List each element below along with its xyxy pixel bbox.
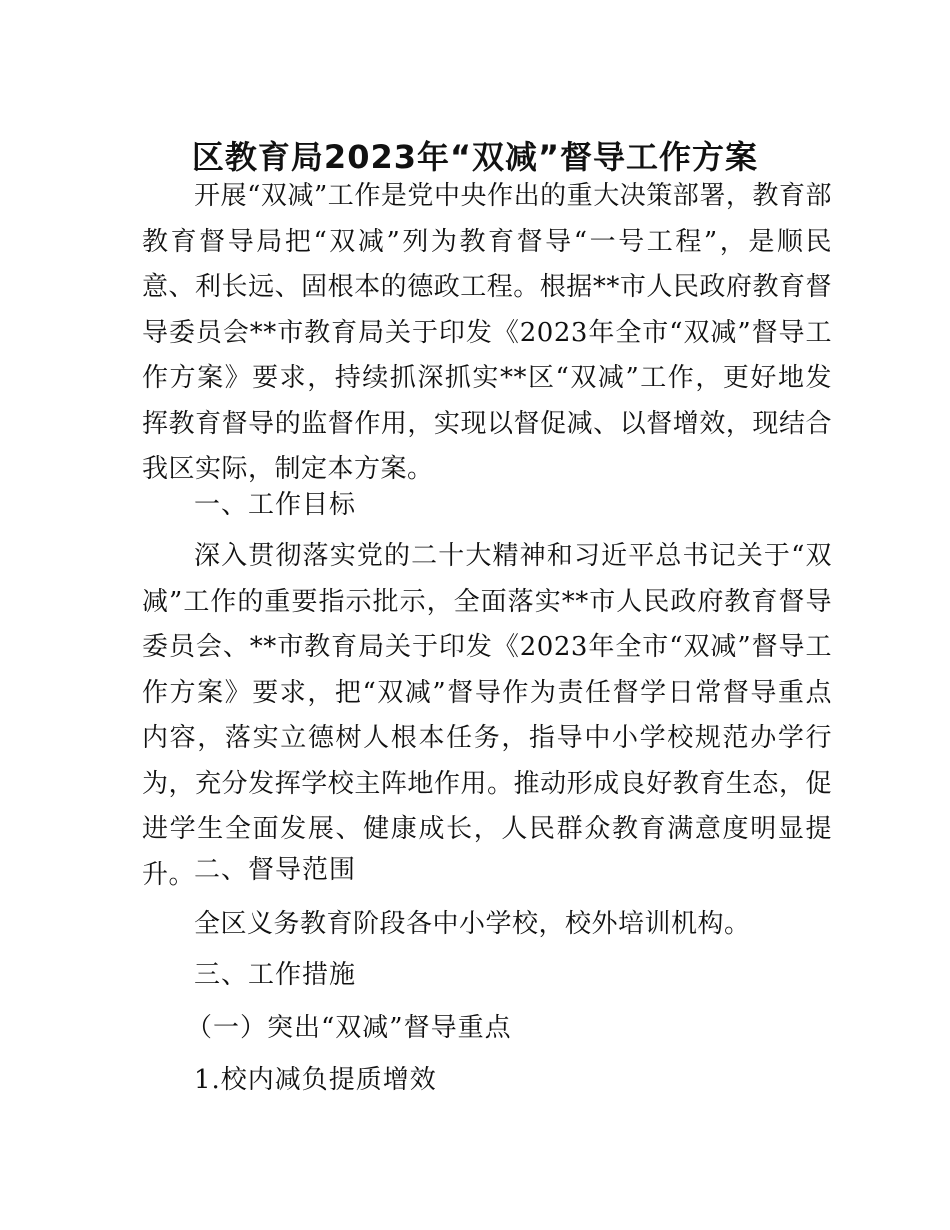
goals-paragraph: 深入贯彻落实党的二十大精神和习近平总书记关于“双减”工作的重要指示批示，全面落实**市人民政府教育督导委员会、**市教育局关于印发《2023年全市“双减”督导工作方案》要求，把“双减”督导作为责任督学日常督导重点内容，落实立德树人根本任务，指导中小学校规范办学行为，充分发挥学校主阵地作用。推动形成良好教育生态，促进学生全面发展、健康成长，人民群众教育满意度明显提升。: [142, 541, 832, 890]
subsection-heading: （一）突出“双减”督导重点: [186, 1013, 512, 1043]
section-heading-goals: 一、工作目标: [194, 490, 357, 520]
item-heading: 1.校内减负提质增效: [194, 1065, 437, 1095]
section-heading-scope: 二、督导范围: [194, 855, 357, 885]
intro-paragraph: 开展“双减”工作是党中央作出的重大决策部署，教育部教育督导局把“双减”列为教育督导“一号工程”，是顺民意、利长远、固根本的德政工程。根据**市人民政府教育督导委员会**市教育局关于印发《2023年全市“双减”督导工作方案》要求，持续抓深抓实**区“双减”工作，更好地发挥教育督导的监督作用，实现以督促减、以督增效，现结合我区实际，制定本方案。: [142, 181, 832, 484]
document-title: 区教育局2023年“双减”督导工作方案: [191, 138, 759, 177]
scope-paragraph: 全区义务教育阶段各中小学校，校外培训机构。: [194, 909, 751, 939]
section-heading-measures: 三、工作措施: [194, 960, 357, 990]
